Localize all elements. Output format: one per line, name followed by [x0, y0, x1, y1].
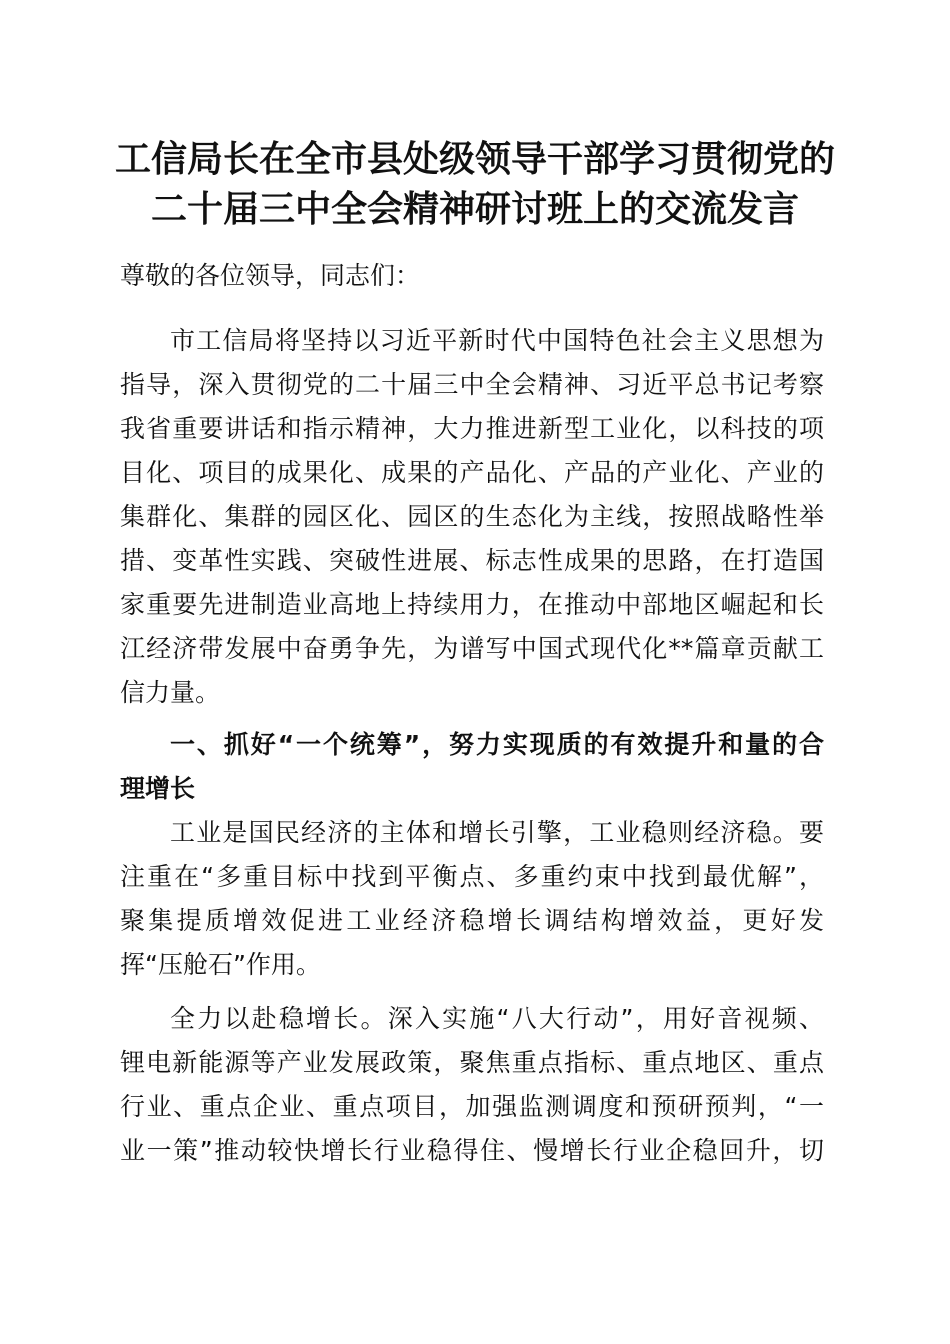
paragraph-1-line: 信力量。: [120, 678, 221, 707]
paragraph-1-line: 指导，深入贯彻党的二十届三中全会精神、习近平总书记考察: [120, 370, 824, 399]
paragraph-3-line: 业一策”推动较快增长行业稳得住、慢增长行业企稳回升，切: [120, 1136, 824, 1165]
paragraph-3-line: 全力以赴稳增长。深入实施“八大行动”，用好音视频、: [170, 1004, 824, 1033]
section-heading-line: 理增长: [120, 774, 196, 803]
paragraph-2-line: 聚集提质增效促进工业经济稳增长调结构增效益，更好发: [120, 906, 824, 935]
paragraph-1-line: 家重要先进制造业高地上持续用力，在推动中部地区崛起和长: [120, 590, 824, 619]
paragraph-1-line: 目化、项目的成果化、成果的产品化、产品的产业化、产业的: [120, 458, 824, 487]
paragraph-1-line: 我省重要讲话和指示精神，大力推进新型工业化，以科技的项: [120, 414, 824, 443]
document-title-line-1: 工信局长在全市县处级领导干部学习贯彻党的: [114, 138, 835, 180]
salutation: 尊敬的各位领导，同志们：: [120, 261, 421, 290]
paragraph-1-line: 集群化、集群的园区化、园区的生态化为主线，按照战略性举: [120, 502, 824, 531]
paragraph-3-line: 行业、重点企业、重点项目，加强监测调度和预研预判，“一: [120, 1092, 824, 1121]
paragraph-1-line: 市工信局将坚持以习近平新时代中国特色社会主义思想为: [170, 326, 824, 355]
paragraph-2-line: 工业是国民经济的主体和增长引擎，工业稳则经济稳。要: [170, 818, 824, 847]
paragraph-2-line: 挥“压舱石”作用。: [120, 950, 321, 979]
section-heading-line: 一、抓好“一个统筹”，努力实现质的有效提升和量的合: [170, 730, 824, 759]
paragraph-2-line: 注重在“多重目标中找到平衡点、多重约束中找到最优解”，: [120, 862, 824, 891]
document-title-line-2: 二十届三中全会精神研讨班上的交流发言: [150, 188, 799, 230]
paragraph-3-line: 锂电新能源等产业发展政策，聚焦重点指标、重点地区、重点: [120, 1048, 824, 1077]
paragraph-1-line: 江经济带发展中奋勇争先，为谱写中国式现代化**篇章贡献工: [120, 634, 824, 663]
paragraph-1-line: 措、变革性实践、突破性进展、标志性成果的思路，在打造国: [120, 546, 824, 575]
